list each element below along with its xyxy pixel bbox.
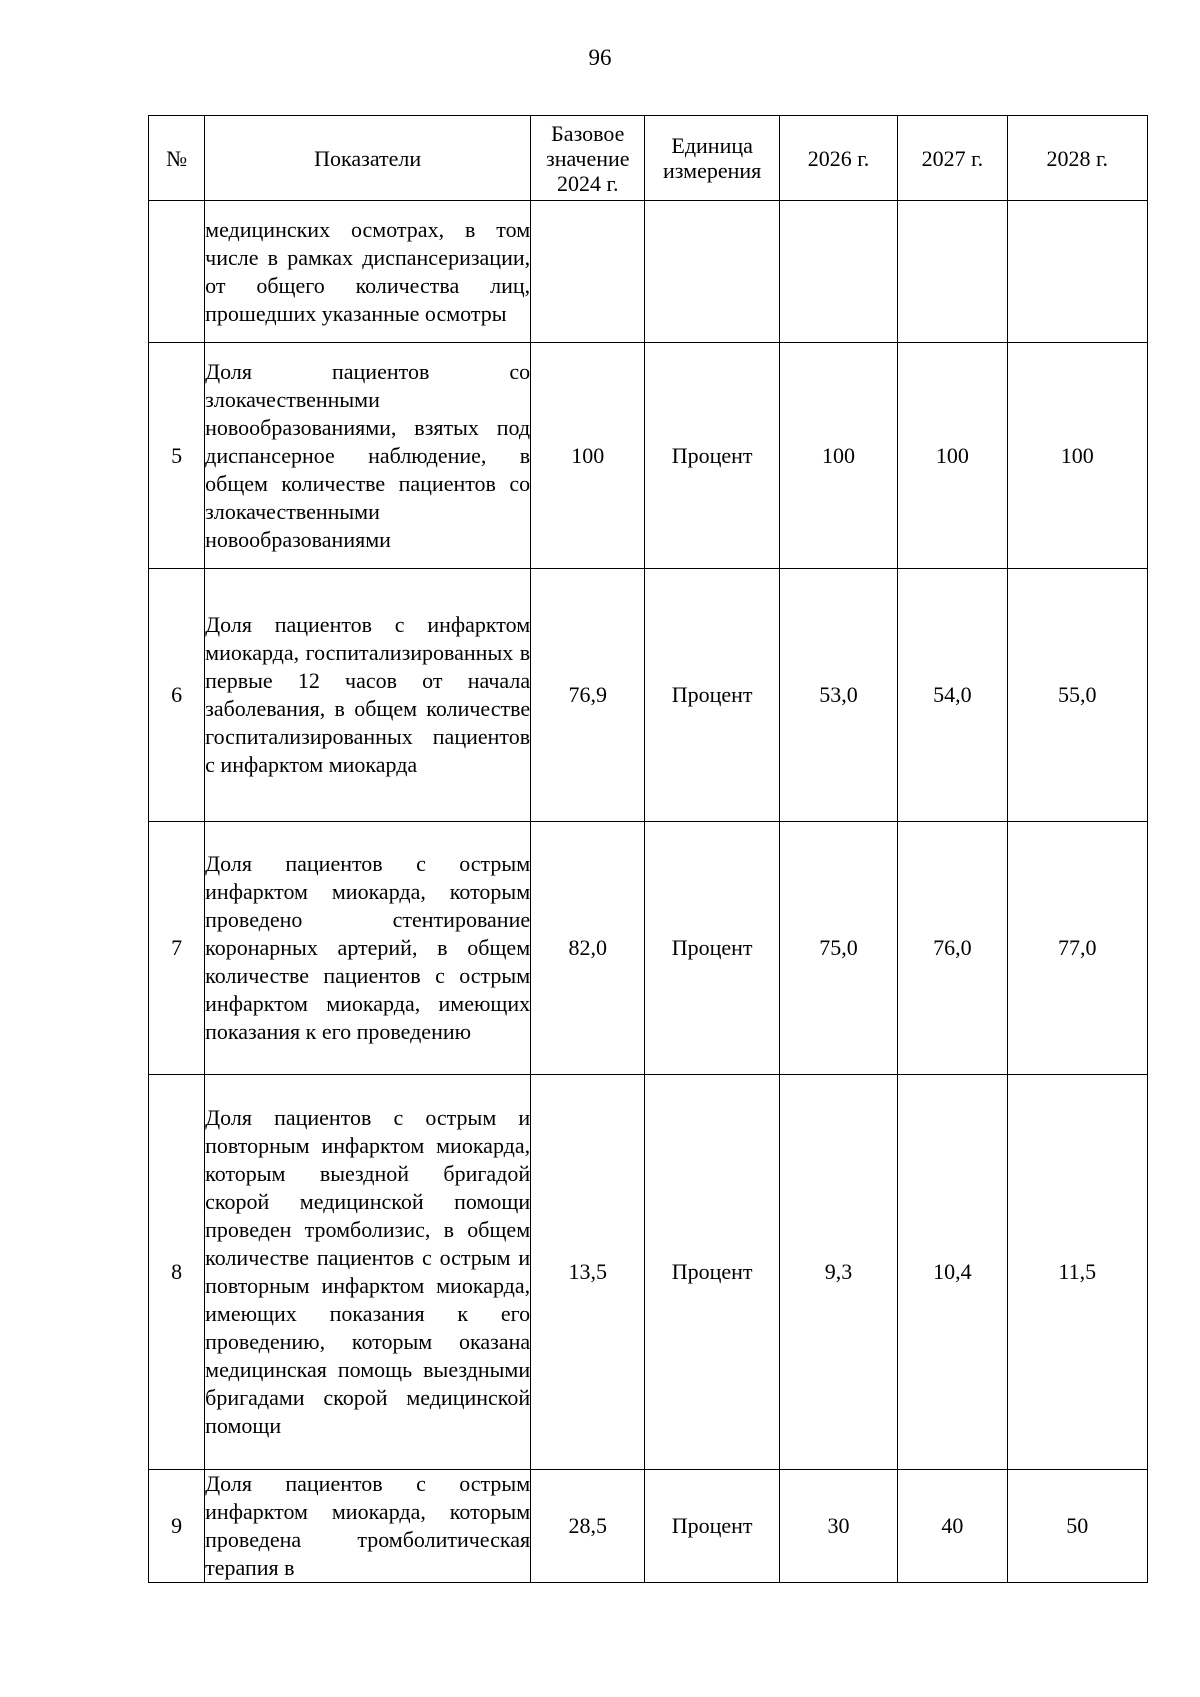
indicator-name: Доля пациентов с острым инфарктом миокарда, которым проведено стентирование коронарных артерий, в общем количестве пациентов с острым инфарктом миокарда, имеющих показания к его проведению bbox=[205, 822, 531, 1075]
base-value: 28,5 bbox=[531, 1470, 645, 1583]
header-2027: 2027 г. bbox=[898, 116, 1007, 201]
base-value bbox=[531, 201, 645, 343]
base-value: 82,0 bbox=[531, 822, 645, 1075]
header-2028: 2028 г. bbox=[1007, 116, 1147, 201]
row-number: 8 bbox=[149, 1075, 205, 1470]
page-number: 96 bbox=[588, 45, 612, 70]
value-2026: 9,3 bbox=[779, 1075, 897, 1470]
table-row bbox=[149, 1075, 1148, 1470]
unit-value: Процент bbox=[645, 1470, 779, 1583]
row-number bbox=[149, 201, 205, 343]
value-2028: 100 bbox=[1007, 343, 1147, 569]
indicator-name: Доля пациентов с острым и повторным инфарктом миокарда, которым выездной бригадой скорой медицинской помощи проведен тромболизис, в общем количестве пациентов с острым и повторным инфарктом миокарда, имеющих показания к его проведению, которым оказана медицинская помощь выездными бригадами скорой медицинской помощи bbox=[205, 1075, 531, 1470]
header-base-value: Базовое значение 2024 г. bbox=[531, 116, 645, 201]
value-2028: 11,5 bbox=[1007, 1075, 1147, 1470]
value-2027: 54,0 bbox=[898, 569, 1007, 822]
base-value: 100 bbox=[531, 343, 645, 569]
table-header-row bbox=[149, 116, 1148, 201]
indicators-table bbox=[148, 115, 1148, 1583]
base-value: 76,9 bbox=[531, 569, 645, 822]
row-number: 9 bbox=[149, 1470, 205, 1583]
indicator-name: Доля пациентов с инфарктом миокарда, госпитализированных в первые 12 часов от начала заболевания, в общем количестве госпитализированных пациентов с инфарктом миокарда bbox=[205, 569, 531, 822]
value-2026: 100 bbox=[779, 343, 897, 569]
value-2028: 55,0 bbox=[1007, 569, 1147, 822]
value-2027: 100 bbox=[898, 343, 1007, 569]
row-number: 6 bbox=[149, 569, 205, 822]
header-unit: Единица измерения bbox=[645, 116, 779, 201]
value-2026: 30 bbox=[779, 1470, 897, 1583]
row-number: 5 bbox=[149, 343, 205, 569]
table-row bbox=[149, 569, 1148, 822]
indicator-name: Доля пациентов со злокачественными новообразованиями, взятых под диспансерное наблюдение, в общем количестве пациентов со злокачественными новообразованиями bbox=[205, 343, 531, 569]
value-2028: 50 bbox=[1007, 1470, 1147, 1583]
table-row bbox=[149, 822, 1148, 1075]
table-row bbox=[149, 343, 1148, 569]
base-value: 13,5 bbox=[531, 1075, 645, 1470]
value-2026: 53,0 bbox=[779, 569, 897, 822]
unit-value: Процент bbox=[645, 822, 779, 1075]
header-2026: 2026 г. bbox=[779, 116, 897, 201]
header-number: № bbox=[149, 116, 205, 201]
unit-value: Процент bbox=[645, 569, 779, 822]
indicator-name: Доля пациентов с острым инфарктом миокарда, которым проведена тромболитическая терапия в bbox=[205, 1470, 531, 1583]
unit-value: Процент bbox=[645, 343, 779, 569]
value-2026: 75,0 bbox=[779, 822, 897, 1075]
value-2027: 10,4 bbox=[898, 1075, 1007, 1470]
table-row bbox=[149, 201, 1148, 343]
row-number: 7 bbox=[149, 822, 205, 1075]
unit-value: Процент bbox=[645, 1075, 779, 1470]
value-2027: 40 bbox=[898, 1470, 1007, 1583]
value-2027: 76,0 bbox=[898, 822, 1007, 1075]
unit-value bbox=[645, 201, 779, 343]
value-2028 bbox=[1007, 201, 1147, 343]
table-row bbox=[149, 1470, 1148, 1583]
value-2027 bbox=[898, 201, 1007, 343]
value-2026 bbox=[779, 201, 897, 343]
indicator-name: медицинских осмотрах, в том числе в рамках диспансеризации, от общего количества лиц, прошедших указанные осмотры bbox=[205, 201, 531, 343]
header-indicator: Показатели bbox=[205, 116, 531, 201]
value-2028: 77,0 bbox=[1007, 822, 1147, 1075]
